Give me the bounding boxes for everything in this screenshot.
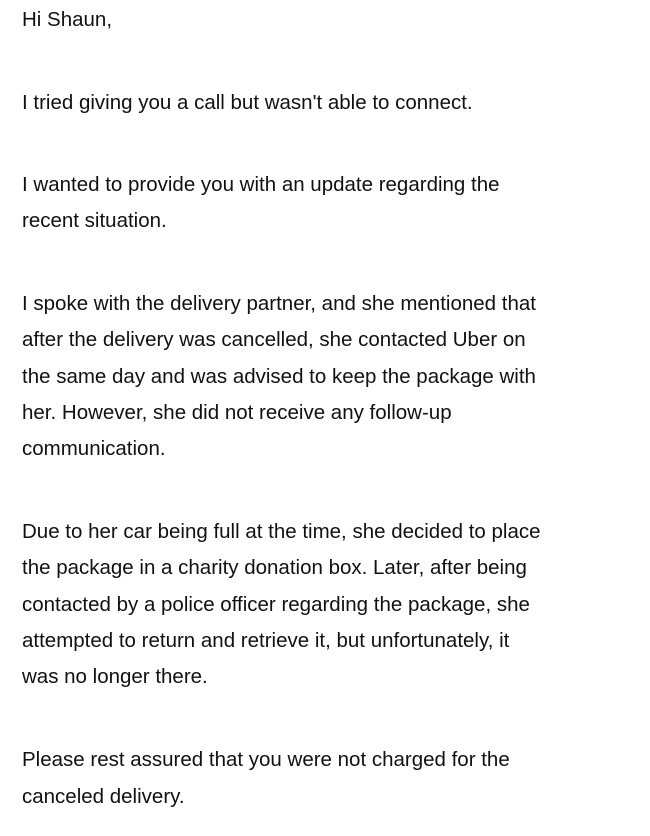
paragraph-line: communication. <box>22 437 166 460</box>
paragraph-line: I tried giving you a call but wasn't able to connect. <box>22 91 473 114</box>
paragraph-line: canceled delivery. <box>22 785 185 808</box>
paragraph-line: Due to her car being full at the time, she decided to place <box>22 520 541 543</box>
greeting: Hi Shaun, <box>22 8 113 31</box>
paragraph-line: contacted by a police officer regarding the package, she <box>22 593 530 616</box>
paragraph-line: I wanted to provide you with an update regarding the <box>22 173 500 196</box>
paragraph-line: recent situation. <box>22 209 167 232</box>
paragraph-line: the package in a charity donation box. Later, after being <box>22 556 527 579</box>
paragraph-line: the same day and was advised to keep the package with <box>22 365 536 388</box>
paragraph-line: after the delivery was cancelled, she contacted Uber on <box>22 328 526 351</box>
paragraph-line: Please rest assured that you were not charged for the <box>22 748 510 771</box>
paragraph-line: was no longer there. <box>22 665 208 688</box>
paragraph-line: I spoke with the delivery partner, and she mentioned that <box>22 292 536 315</box>
paragraph-line: her. However, she did not receive any follow-up <box>22 401 452 424</box>
paragraph-line: attempted to return and retrieve it, but unfortunately, it <box>22 629 510 652</box>
